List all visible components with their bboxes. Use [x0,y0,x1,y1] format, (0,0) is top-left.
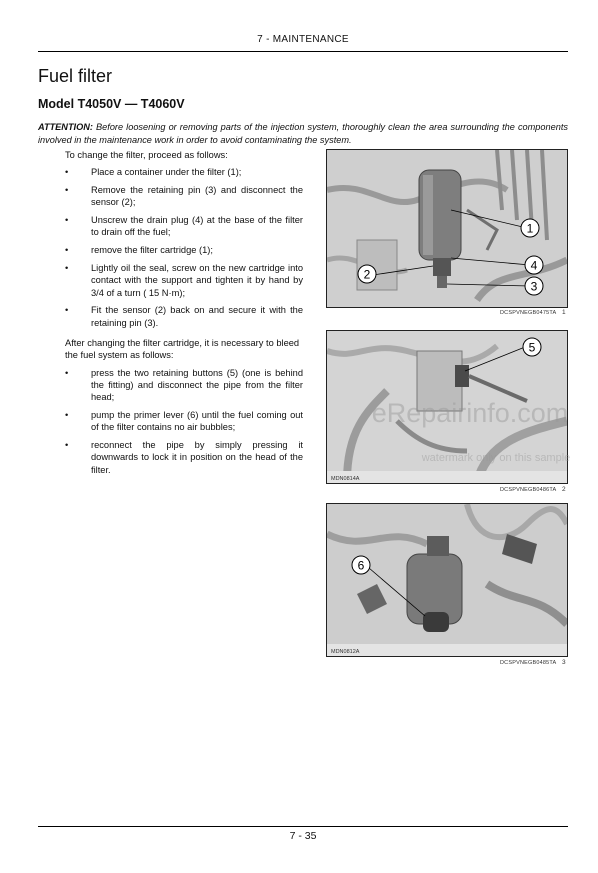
callout-2-label: 2 [363,267,371,282]
figure-1-illustration [327,150,567,307]
model-heading: Model T4050V — T4060V [38,97,185,111]
callout-6-label: 6 [357,558,365,573]
step-text: pump the primer lever (6) until the fuel coming out of the filter contains no air bubbles; [91,410,303,433]
attention-text: Before loosening or removing parts of the injection system, thoroughly clean the area surrounding the components involved in the maintenance work in order to avoid contaminating the system. [38,122,568,145]
callout-3 [525,277,543,295]
callout-3-label: 3 [530,279,538,294]
list-item [65,184,303,209]
list-item [65,367,303,404]
step-text: Lightly oil the seal, screw on the new cartridge into contact with the support and tighten it by hand by 3/4 of a turn ( 15 N·m); [91,263,303,298]
figure-3-inner-label: MDN0812A [331,649,360,655]
attention-label: ATTENTION: [38,122,93,132]
figure-1-reference: DCSPVNEGB0475TA [500,310,557,316]
bullet: • [65,185,69,196]
figure-2-reference: DCSPVNEGB0486TA [500,487,557,493]
bullet: • [65,440,69,451]
list-item [65,244,303,256]
figure-1-number: 1 [562,309,566,316]
bullet: • [65,367,69,378]
figure-2-number: 2 [562,486,566,493]
step-text: Place a container under the filter (1); [91,167,242,178]
callout-4-label: 4 [530,258,538,273]
list-item [65,439,303,476]
bullet: • [65,245,69,256]
bullet: • [65,305,69,316]
callout-1 [521,219,539,237]
change-steps-list [65,166,303,329]
figure-3-number: 3 [562,659,566,666]
figure-3-reference: DCSPVNEGB0485TA [500,660,557,666]
callout-4 [525,256,543,274]
callout-5-label: 5 [528,340,536,355]
bullet: • [65,410,69,421]
list-item [65,214,303,239]
step-text: Unscrew the drain plug (4) at the base of the filter to drain off the fuel; [91,215,303,238]
bleed-steps-list [65,367,303,476]
callout-1-label: 1 [526,221,534,236]
watermark-text: eRepairinfo.com [371,398,569,428]
bullet: • [65,263,69,274]
bullet: • [65,215,69,226]
page-title: Fuel filter [38,66,113,86]
running-header: 7 - MAINTENANCE [257,34,349,45]
figure-1-photo [326,149,568,308]
attention-note [38,121,568,146]
step-text: Remove the retaining pin (3) and disconnect the sensor (2); [91,185,303,208]
list-item [65,409,303,434]
callout-2 [358,265,376,283]
procedure-intro: To change the filter, proceed as follows: [65,150,228,160]
step-text: remove the filter cartridge (1); [91,245,213,256]
callout-6 [352,556,370,574]
footer-rule [38,826,568,827]
figure-2-inner-label: MDN0814A [331,476,360,482]
figure-3-illustration [327,504,567,656]
header-rule [38,51,568,52]
list-item [65,304,303,329]
page-number: 7 - 35 [289,830,317,842]
bleed-intro: After changing the filter cartridge, it is necessary to bleed the fuel system as follows: [65,338,300,361]
list-item [65,166,303,178]
bullet: • [65,167,69,178]
figure-3-photo [326,503,568,657]
list-item [65,262,303,299]
watermark-subtext: watermark only on this sample [421,452,571,464]
step-text: press the two retaining buttons (5) (one is behind the fitting) and disconnect the pipe from the filter head; [91,367,303,403]
step-text: reconnect the pipe by simply pressing it downwards to lock it in position on the head of the filter. [91,440,303,475]
procedure-column [65,149,303,484]
step-text: Fit the sensor (2) back on and secure it with the retaining pin (3). [91,305,303,328]
callout-5 [523,338,541,356]
